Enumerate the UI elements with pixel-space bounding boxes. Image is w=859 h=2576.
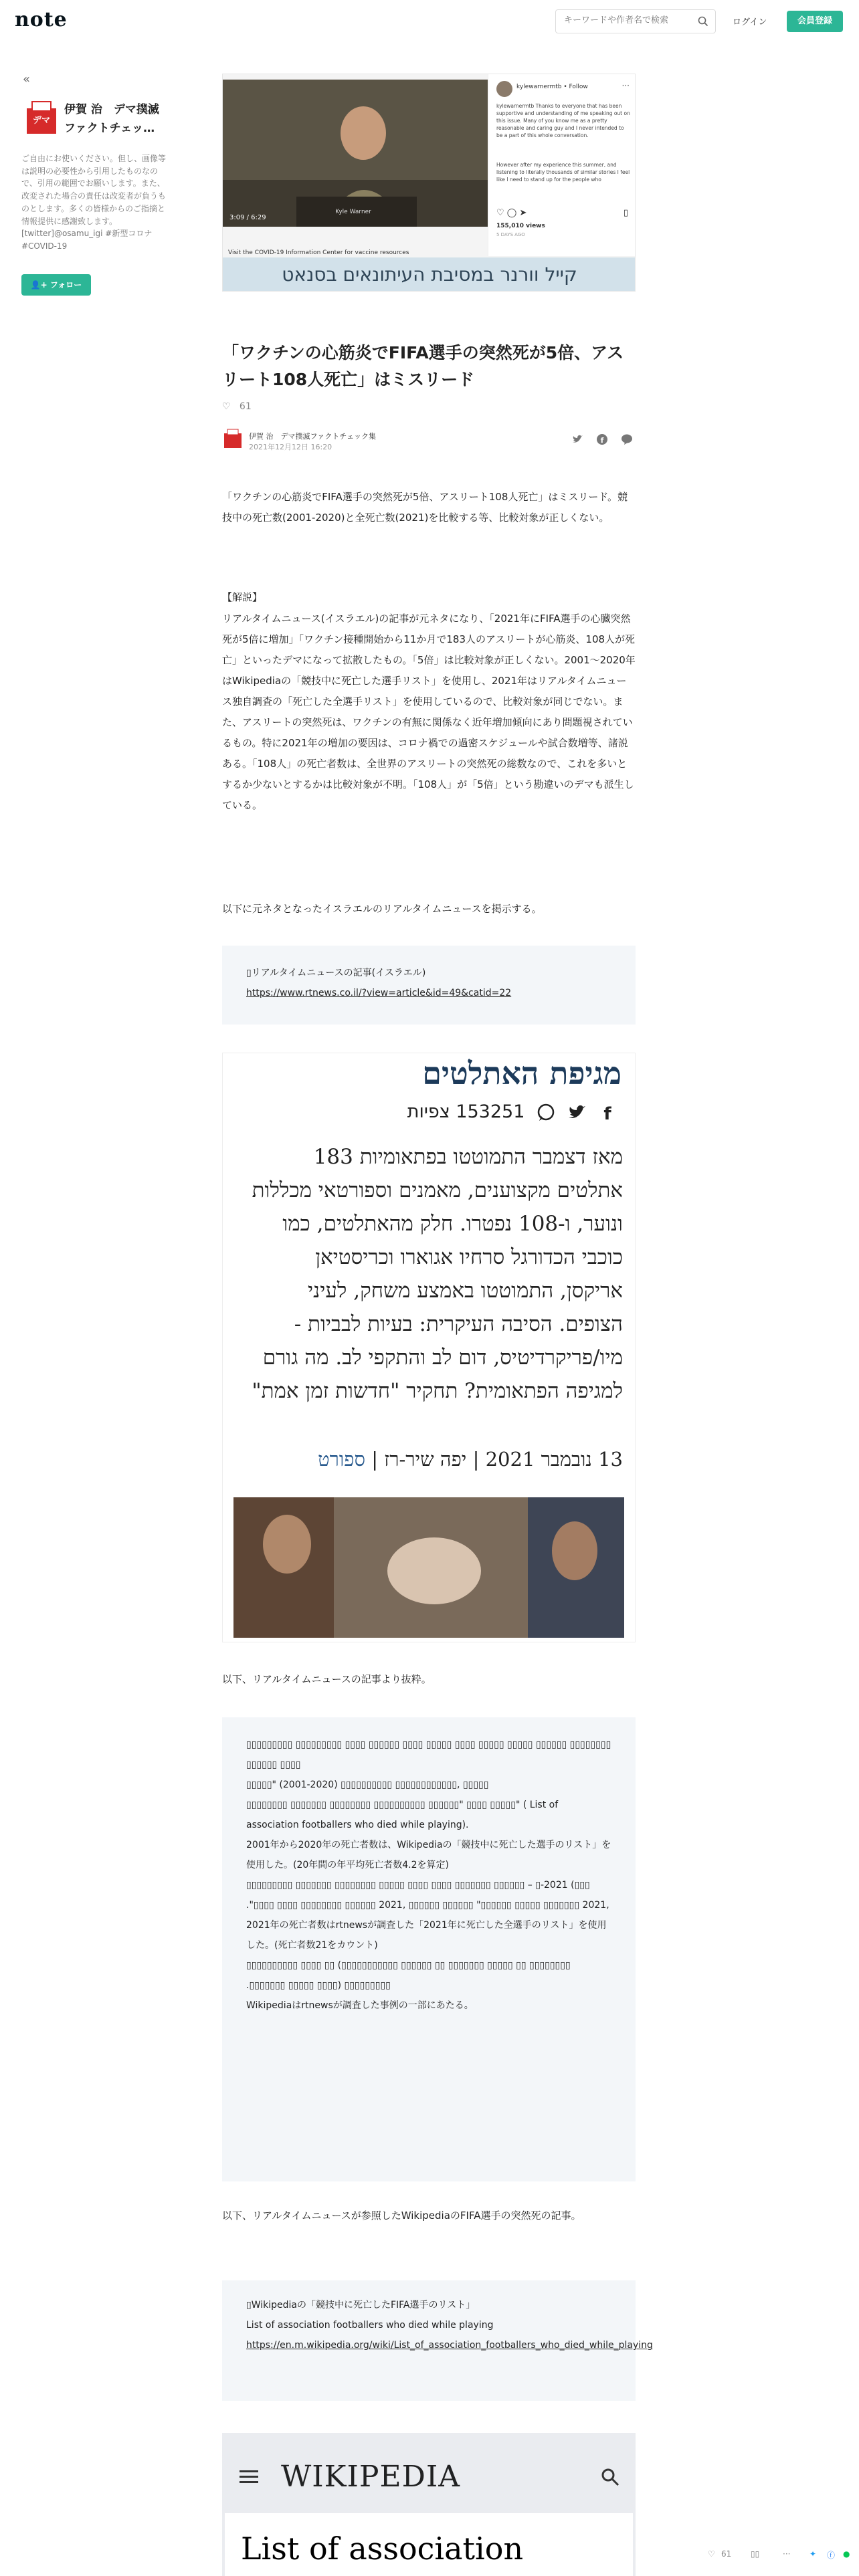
quote-hebrew-1c: ▯▯▯▯▯▯▯▯ ▯▯▯▯▯▯▯ ▯▯▯▯▯▯▯▯ ▯▯▯▯▯▯▯▯▯▯ ▯▯▯▯▯▯" ▯▯▯▯ ▯▯▯▯▯" ( List of association footballers who died while playing). xyxy=(246,1800,559,1830)
hamburger-icon xyxy=(240,2469,258,2488)
insta-actions-icon[interactable]: ♡ ◯ ➤ xyxy=(496,208,527,218)
instagram-post xyxy=(488,74,636,256)
paragraph-wiki-intro: 以下、リアルタイムニュースが参照したWikipediaのFIFA選手の突然死の記事。 xyxy=(222,2210,581,2222)
like-count[interactable]: ♡ 61 xyxy=(222,401,252,412)
insta-caption-2: However after my experience this summer, and listening to literally thousands of similar stories I feel like I need to stand up for the people who xyxy=(496,162,630,183)
search-box[interactable] xyxy=(555,9,716,33)
twitter-icon[interactable]: ✦ xyxy=(809,2549,817,2559)
facebook-icon[interactable] xyxy=(596,433,608,445)
search-icon[interactable] xyxy=(698,16,708,27)
rt-title: מגיפת האתלטים xyxy=(422,1055,622,1091)
article-title: 「ワクチンの心筋炎でFIFA選手の突然死が5倍、アスリート108人死亡」はミスリード xyxy=(222,343,624,389)
twitter-icon xyxy=(567,1103,587,1123)
heart-icon[interactable]: ♡ xyxy=(708,2549,715,2559)
byline-avatar[interactable] xyxy=(222,428,244,449)
user-plus-icon: 👤+ xyxy=(30,280,47,290)
more-icon[interactable]: ··· xyxy=(783,2549,791,2559)
byline xyxy=(222,428,636,456)
quote-hebrew-1b: ▯▯▯▯▯ ,▯▯▯▯▯▯▯▯▯▯▯▯ ▯▯▯▯▯▯▯▯▯▯ (2001-2020) "▯▯▯▯▯ xyxy=(246,1780,489,1790)
insta-views: 155,010 views xyxy=(496,223,545,229)
covid-notice[interactable]: Visit the COVID-19 Information Center for vaccine resources xyxy=(228,249,409,256)
paragraph-excerpt-intro: 以下、リアルタイムニュースの記事より抜粋。 xyxy=(222,1673,432,1685)
search-input[interactable] xyxy=(564,15,691,25)
quote-ja-2: 2001年から2020年の死亡者数は、Wikipediaの「競技中に死亡した選手のリスト」を使用した。(20年間の年平均死亡者数4.2を算定) xyxy=(246,1840,611,1870)
insta-avatar xyxy=(496,81,512,97)
wiki-heading: List of association xyxy=(241,2531,524,2567)
quote-hebrew-1: ▯▯▯▯▯▯▯▯ ▯▯▯▯▯▯ ▯▯▯▯▯ ▯▯▯▯▯ ▯▯▯▯ ▯▯▯▯▯ ▯▯▯▯ ▯▯▯▯▯▯ ▯▯▯▯ ▯▯▯▯▯▯▯▯▯ ▯▯▯▯▯▯▯▯▯ ▯▯▯▯ ▯▯▯▯▯▯ xyxy=(246,1739,611,1770)
floating-action-bar xyxy=(696,2541,856,2568)
wiki-link-sub: List of association footballers who died while playing xyxy=(246,2320,494,2331)
svg-text:f: f xyxy=(603,1103,611,1123)
video-time: 3:09 / 6:29 xyxy=(229,214,266,221)
wikipedia-link[interactable]: https://en.m.wikipedia.org/wiki/List_of_association_footballers_who_died_while_playing xyxy=(246,2340,653,2351)
rt-meta: f 153251 צפיות xyxy=(235,1101,623,1123)
svg-text:f: f xyxy=(600,436,604,445)
quote-hebrew-3: ▯▯▯) 2021-▯ – ▯▯▯▯▯▯ ▯▯▯▯▯▯▯ ▯▯▯▯ ▯▯▯▯ ▯▯▯▯▯ ▯▯▯▯▯▯▯▯ ▯▯▯▯▯▯▯ ▯▯▯▯▯▯▯▯▯ ,2021 ▯▯▯▯▯▯▯ ▯▯▯▯▯ ▯▯▯▯▯▯" ▯▯▯▯▯▯ ▯▯▯▯▯▯ ,2021 ▯▯▯▯▯▯ ▯▯▯▯▯▯▯▯ ▯▯▯▯ ▯▯▯▯". xyxy=(246,1880,609,1911)
facebook-icon xyxy=(597,1103,617,1123)
svg-text:デマ: デマ xyxy=(32,116,51,126)
quote-box xyxy=(222,1717,636,2181)
author-avatar[interactable] xyxy=(23,99,60,136)
paragraph-intro: 以下に元ネタとなったイスラエルのリアルタイムニュースを掲示する。 xyxy=(222,903,542,915)
float-like-count: 61 xyxy=(721,2549,732,2559)
heart-icon[interactable]: ♡ xyxy=(222,401,231,412)
bookmark-icon[interactable]: ▯ xyxy=(623,208,628,218)
author-bio: ご自由にお使いください。但し、画像等は説明の必要性から引用したものなので、引用の範囲でお願いします。また、改変された場合の責任は改変者が負うものとします。多くの皆様からのご指摘と情報提供に感謝致します。 [twitter]@osamu_igi #新型コロナ #COVID-19 xyxy=(21,154,167,251)
rt-body: מאז דצמבר התמוטטו בפתאומיות 183 אתלטים מקצוענים, מאמנים וספורטאי מכללות ונוער, ו-108 נפטרו. חלק מהאתלטים, כמו כוכבי הכדורגל סרחיו אגוארו וכריסטיאן אריקסן, התמוטטו באמצע משחק, לעיני הצופים. הסיבה העיקרית: בעיות לבביות - מיו/פריקרדיטיס, דום לב והתקפי לב. מה גורם למגיפה הפתאומית? תחקיר "חדשות זמן אמת" xyxy=(252,1145,623,1403)
quote-ja-4: 2021年の死亡者数はrtnewsが調査した「2021年に死亡した全選手のリスト」を使用した。(死亡者数21をカウント) xyxy=(246,1920,607,1951)
video-frame[interactable] xyxy=(223,80,488,227)
wiki-body xyxy=(225,2513,633,2576)
link-box-wikipedia xyxy=(222,2280,653,2401)
paragraph-summary: 「ワクチンの心筋炎でFIFA選手の突然死が5倍、アスリート108人死亡」はミスリード。競技中の死亡数(2001-2020)と全死亡数(2021)を比較する等、比較対象が正しくない。 xyxy=(222,491,628,524)
wiki-header xyxy=(222,2440,636,2512)
note-logo[interactable]: note xyxy=(15,8,68,31)
login-link[interactable]: ログイン xyxy=(733,17,767,27)
author-name[interactable]: 伊賀 治 デマ撲滅ファクトチェッ… xyxy=(64,103,159,135)
facebook-icon[interactable]: ⓕ xyxy=(827,2551,836,2560)
register-button[interactable]: 会員登録 xyxy=(787,11,843,32)
wikipedia-screenshot xyxy=(222,2433,636,2576)
quote-hebrew-5: ▯▯▯▯▯▯▯▯ ▯▯ ▯▯▯▯▯ ▯▯▯▯▯▯▯ ▯▯ ▯▯▯▯▯▯ ▯▯▯▯▯▯▯▯▯▯▯) ▯▯ ▯▯▯▯ ▯▯▯▯▯▯▯▯▯▯ ▯▯▯▯▯▯▯▯▯ (▯▯▯▯ ▯▯▯▯▯ ▯▯▯▯▯▯▯. xyxy=(246,1960,571,1991)
line-icon[interactable]: ● xyxy=(843,2549,850,2559)
collapse-sidebar-icon[interactable]: « xyxy=(23,72,31,86)
paragraph-explanation: リアルタイムニュース(イスラエル)の記事が元ネタになり、「2021年にFIFA選手の心臓突然死が5倍に増加」「ワクチン接種開始から11か月で183人のアスリートが心筋炎、108人が死亡」といったデマになって拡散したもの。「5倍」は比較対象が正しくない。2001〜2020年はWikipediaの「競技中に死亡した選手リスト」を使用し、2021年はリアルタイムニュース独自調査の「死亡した全選手リスト」を使用しているので、比較対象が同じでない。また、アスリートの突然死は、ワクチンの有無に関係なく近年増加傾向にあり問題視されているもの。特に2021年の増加の要因は、コロナ禍での過密スケジュールや試合数増等、諸説ある。「108人」の死亡者数は、全世界のアスリートの突然死の総数なので、これを多いとするか少ないとするかは比較対象が不明。「108人」が「5倍」という勘違いのデマも派生している。 xyxy=(222,613,636,811)
link-box-rtnews xyxy=(222,946,636,1025)
more-icon[interactable]: ··· xyxy=(622,81,630,90)
rt-dateline: 13 נובמבר 2021 | יפה שיר-רז | ספורט xyxy=(318,1448,623,1471)
search-icon xyxy=(601,2468,619,2489)
whatsapp-icon xyxy=(536,1103,556,1123)
insta-ago: 5 DAYS AGO xyxy=(496,232,525,237)
byline-author[interactable]: 伊賀 治 デマ撲滅ファクトチェック集 xyxy=(249,432,376,441)
site-header xyxy=(0,0,859,43)
twitter-icon[interactable] xyxy=(571,433,583,445)
share-icons xyxy=(562,433,633,448)
line-icon[interactable] xyxy=(621,433,633,445)
magazine-icon[interactable]: ▯▯ xyxy=(751,2549,760,2559)
link-label: ▯リアルタイムニュースの記事(イスラエル) xyxy=(246,968,426,978)
wiki-link-label: ▯Wikipediaの「競技中に死亡したFIFA選手のリスト」 xyxy=(246,2300,476,2311)
rtnews-link[interactable]: https://www.rtnews.co.il/?view=article&id=49&catid=22 xyxy=(246,988,512,998)
svg-text:Kyle Warner: Kyle Warner xyxy=(335,209,371,215)
video-caption: קייל וורנר במסיבת העיתונאים בסנאט xyxy=(223,257,636,292)
byline-date: 2021年12月12日 16:20 xyxy=(249,443,332,451)
rt-photo xyxy=(233,1497,624,1638)
quote-ja-6: Wikipediaはrtnewsが調査した事例の一部にあたる。 xyxy=(246,2000,474,2011)
embedded-video[interactable] xyxy=(222,74,636,292)
follow-button[interactable]: 👤+ フォロー xyxy=(21,274,91,296)
wikipedia-logo: WIKIPEDIA xyxy=(281,2460,461,2494)
paragraph-heading: 【解説】 xyxy=(222,591,263,603)
insta-caption: kylewarnermtb Thanks to everyone that has been supportive and understanding of me speaking out on this issue. Many of you know me as a pretty reasonable and caring guy and I never intended to be a part of this whole conversation. xyxy=(496,103,630,138)
insta-user[interactable]: kylewarnermtb • Follow xyxy=(516,84,588,90)
rtnews-article-image xyxy=(222,1053,636,1642)
